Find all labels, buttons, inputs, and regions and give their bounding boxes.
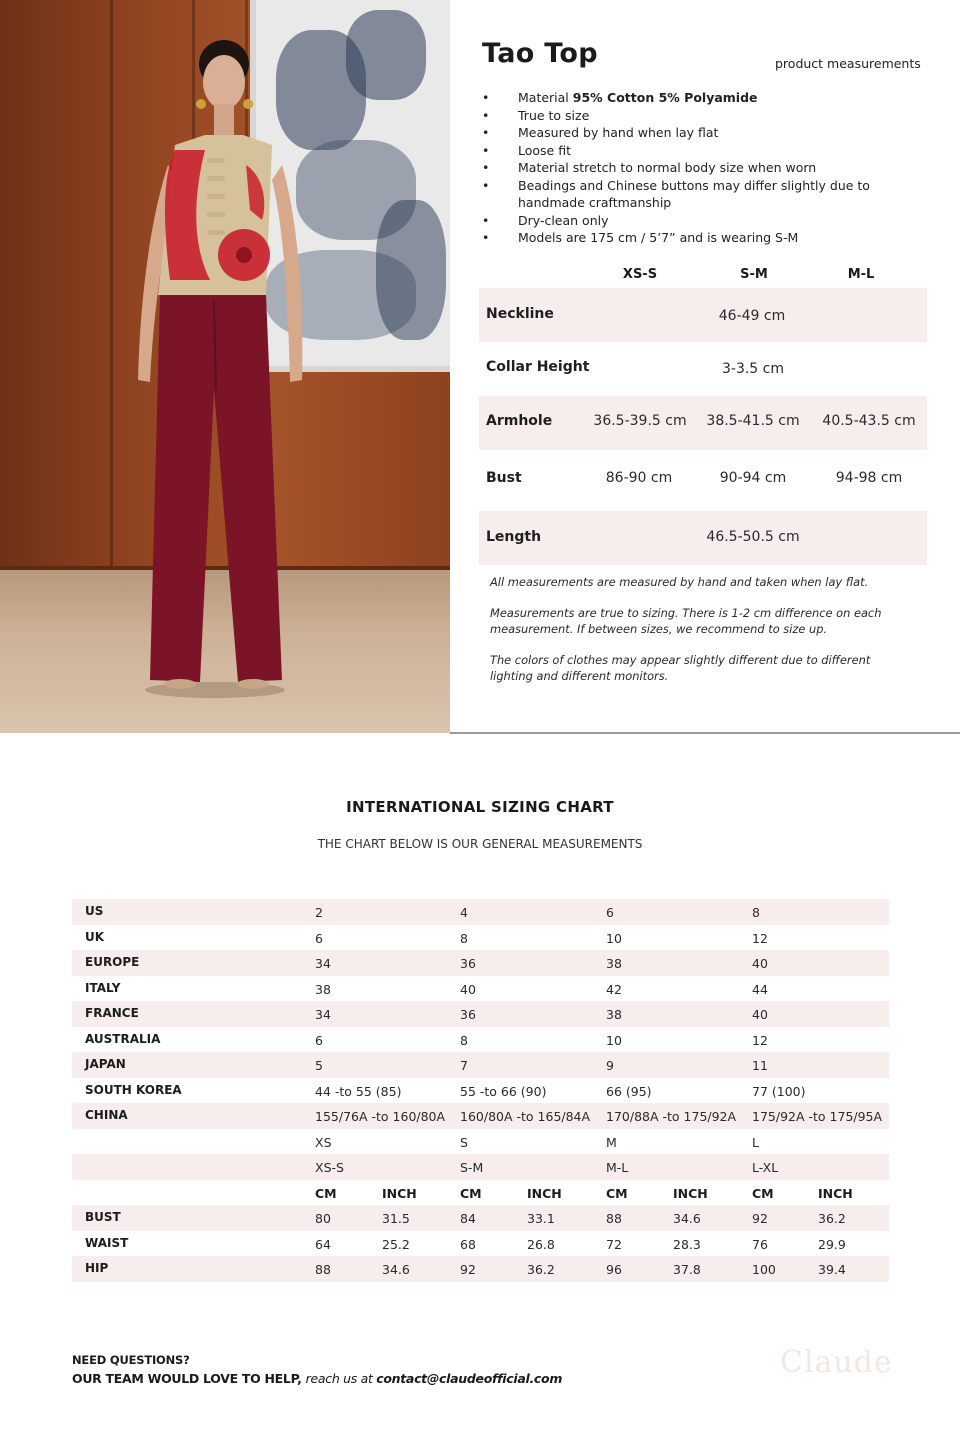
size-table-row bbox=[72, 1001, 889, 1027]
bullet-dot-icon: • bbox=[482, 177, 490, 193]
size-system-label: CHINA bbox=[85, 1108, 128, 1122]
size-cell: 77 (100) bbox=[752, 1083, 806, 1099]
detail-bullet bbox=[482, 142, 922, 160]
size-table-row bbox=[72, 925, 889, 951]
body-measure-cell: 37.8 bbox=[673, 1262, 701, 1277]
size-cell: XS bbox=[315, 1134, 332, 1150]
body-measure-cell: 92 bbox=[752, 1211, 768, 1226]
body-measure-cell: 92 bbox=[460, 1262, 476, 1277]
body-measure-cell: 33.1 bbox=[527, 1211, 555, 1226]
bullet-text: Beadings and Chinese buttons may differ slightly due to handmade craftmanship bbox=[518, 177, 870, 210]
body-measure-cell: 80 bbox=[315, 1211, 331, 1226]
detail-bullet bbox=[482, 107, 922, 125]
size-cell: 8 bbox=[460, 1032, 468, 1048]
note-text: Measurements are true to sizing. There is 1-2 cm difference on each measurement. If between sizes, we recommend to size up. bbox=[490, 606, 882, 636]
size-cell: 36 bbox=[460, 1007, 476, 1022]
measurement-label: Collar Height bbox=[486, 359, 590, 375]
size-cell: XS-S bbox=[315, 1160, 344, 1175]
unit-header: CM bbox=[460, 1185, 482, 1201]
bullet-text: True to size bbox=[518, 107, 590, 123]
size-cell: S-M bbox=[460, 1160, 484, 1175]
size-cell: M bbox=[606, 1134, 617, 1150]
size-system-label: FRANCE bbox=[85, 1006, 139, 1020]
bullet-text: Material bbox=[518, 90, 573, 105]
detail-bullet bbox=[482, 212, 922, 230]
unit-header: CM bbox=[315, 1185, 337, 1201]
size-cell: 160/80A -to 165/84A bbox=[460, 1109, 591, 1124]
intl-chart-subtitle: THE CHART BELOW IS OUR GENERAL MEASUREMENTS bbox=[317, 837, 643, 851]
size-cell: 40 bbox=[752, 1007, 768, 1022]
size-system-label: US bbox=[85, 904, 104, 918]
note-text: All measurements are measured by hand and taken when lay flat. bbox=[490, 575, 869, 589]
unit-header: CM bbox=[606, 1185, 628, 1201]
body-measure-label: HIP bbox=[85, 1261, 109, 1275]
size-cell: 40 bbox=[752, 956, 768, 971]
measurement-notes bbox=[490, 574, 910, 699]
bullet-text: Loose fit bbox=[518, 142, 571, 158]
measurement-row bbox=[479, 342, 927, 396]
bullet-dot-icon: • bbox=[482, 125, 490, 140]
size-cell: 6 bbox=[315, 1032, 323, 1048]
detail-bullet bbox=[482, 177, 922, 212]
body-measure-cell: 96 bbox=[606, 1262, 622, 1277]
size-cell: 38 bbox=[606, 1007, 622, 1022]
measurement-header-row bbox=[479, 262, 927, 288]
bullet-text: Material stretch to normal body size when worn bbox=[518, 160, 817, 175]
note-text: The colors of clothes may appear slightly different due to different lighting and different monitors. bbox=[490, 653, 871, 683]
size-system-label: ITALY bbox=[85, 980, 121, 995]
size-table-row bbox=[72, 976, 889, 1002]
body-measure-cell: 31.5 bbox=[382, 1211, 410, 1226]
size-cell: L-XL bbox=[752, 1160, 779, 1175]
body-measure-cell: 36.2 bbox=[527, 1262, 555, 1277]
size-system-label: AUSTRALIA bbox=[85, 1031, 161, 1046]
size-cell: 38 bbox=[606, 956, 622, 971]
size-cell: 12 bbox=[752, 1032, 768, 1048]
body-measure-cell: 34.6 bbox=[382, 1262, 410, 1277]
size-cell: 4 bbox=[460, 905, 468, 920]
size-table-row bbox=[72, 1129, 889, 1155]
measurement-value: 3-3.5 cm bbox=[721, 361, 785, 377]
size-cell: 170/88A -to 175/92A bbox=[606, 1109, 737, 1124]
size-cell: M-L bbox=[606, 1160, 629, 1175]
detail-bullet bbox=[482, 124, 922, 142]
size-table-row bbox=[72, 1027, 889, 1053]
unit-header: INCH bbox=[527, 1185, 562, 1201]
bullet-dot-icon: • bbox=[482, 142, 490, 158]
footer-help-text: OUR TEAM WOULD LOVE TO HELP, bbox=[72, 1371, 306, 1386]
measurement-value: 94-98 cm bbox=[835, 470, 903, 486]
measurement-label: Bust bbox=[486, 470, 522, 486]
body-measure-cell: 100 bbox=[752, 1262, 776, 1277]
detail-bullet bbox=[482, 89, 922, 107]
contact-email-link[interactable]: contact@claudeofficial.com bbox=[376, 1371, 563, 1386]
measurement-value: 36.5-39.5 cm bbox=[593, 413, 687, 429]
size-system-label: UK bbox=[85, 929, 105, 944]
bullet-dot-icon: • bbox=[482, 212, 490, 228]
footer-contact-line bbox=[72, 1371, 562, 1386]
bullet-text: Measured by hand when lay flat bbox=[518, 125, 719, 140]
body-measure-cell: 64 bbox=[315, 1236, 331, 1252]
size-cell: 155/76A -to 160/80A bbox=[315, 1109, 446, 1124]
measurement-value: 40.5-43.5 cm bbox=[822, 413, 916, 429]
size-cell: 2 bbox=[315, 905, 323, 920]
size-cell: 6 bbox=[315, 930, 323, 946]
intl-chart-title: INTERNATIONAL SIZING CHART bbox=[346, 798, 614, 816]
size-cell: 44 -to 55 (85) bbox=[315, 1083, 402, 1099]
detail-bullet bbox=[482, 229, 922, 247]
measurement-label: Armhole bbox=[486, 413, 553, 429]
size-cell: 12 bbox=[752, 930, 768, 946]
model-photo bbox=[0, 0, 450, 733]
measurement-row bbox=[479, 288, 927, 342]
body-measure-cell: 29.9 bbox=[818, 1236, 846, 1252]
unit-header: CM bbox=[752, 1185, 774, 1201]
measurement-row bbox=[479, 396, 927, 450]
section-divider bbox=[450, 732, 960, 734]
bullet-dot-icon: • bbox=[482, 160, 490, 175]
size-cell: 8 bbox=[752, 905, 760, 920]
measurement-row bbox=[479, 450, 927, 511]
size-system-label: EUROPE bbox=[85, 955, 140, 969]
size-cell: 55 -to 66 (90) bbox=[460, 1083, 547, 1099]
bullet-text: Dry-clean only bbox=[518, 212, 609, 228]
size-cell: 5 bbox=[315, 1058, 323, 1073]
measurement-value: 46-49 cm bbox=[718, 308, 786, 324]
size-system-label: JAPAN bbox=[85, 1057, 126, 1071]
body-measure-cell: 39.4 bbox=[818, 1262, 846, 1277]
size-cell: 42 bbox=[606, 981, 622, 997]
size-table-row bbox=[72, 1103, 889, 1129]
size-table-row bbox=[72, 1078, 889, 1104]
size-cell: 10 bbox=[606, 1032, 622, 1048]
measurement-label: Neckline bbox=[486, 306, 554, 322]
size-cell: 40 bbox=[460, 981, 476, 997]
size-table-row bbox=[72, 1052, 889, 1078]
size-table-row bbox=[72, 1154, 889, 1180]
measurement-table bbox=[479, 262, 927, 565]
measurement-value: 38.5-41.5 cm bbox=[706, 413, 800, 429]
brand-logo: Claude bbox=[780, 1345, 893, 1380]
size-cell: L bbox=[752, 1134, 759, 1150]
size-cell: 6 bbox=[606, 905, 614, 920]
measurement-value: 86-90 cm bbox=[605, 470, 673, 486]
size-table-row bbox=[72, 899, 889, 925]
bullet-dot-icon: • bbox=[482, 107, 490, 123]
size-cell: S bbox=[460, 1134, 468, 1150]
size-cell: 66 (95) bbox=[606, 1083, 652, 1099]
body-measure-cell: 28.3 bbox=[673, 1236, 701, 1252]
size-cell: 175/92A -to 175/95A bbox=[752, 1109, 883, 1124]
size-cell: 9 bbox=[606, 1058, 614, 1073]
size-table-row bbox=[72, 1256, 889, 1282]
size-cell: 8 bbox=[460, 930, 468, 946]
measurement-row bbox=[479, 511, 927, 565]
body-measure-cell: 88 bbox=[606, 1211, 622, 1226]
body-measure-cell: 68 bbox=[460, 1236, 476, 1252]
size-cell: 10 bbox=[606, 930, 622, 946]
product-title: Tao Top bbox=[482, 38, 598, 69]
size-table-row bbox=[72, 1205, 889, 1231]
body-measure-cell: 72 bbox=[606, 1236, 622, 1252]
size-cell: 36 bbox=[460, 956, 476, 971]
size-cell: 44 bbox=[752, 981, 768, 997]
size-header: S-M bbox=[740, 267, 768, 282]
unit-header: INCH bbox=[382, 1185, 417, 1201]
body-measure-cell: 36.2 bbox=[818, 1211, 846, 1226]
body-measure-cell: 26.8 bbox=[527, 1236, 555, 1252]
size-cell: 7 bbox=[460, 1058, 468, 1073]
body-measure-cell: 84 bbox=[460, 1211, 476, 1226]
body-measure-label: WAIST bbox=[85, 1235, 129, 1250]
product-subtitle: product measurements bbox=[775, 56, 921, 71]
body-measure-cell: 34.6 bbox=[673, 1211, 701, 1226]
model-figure bbox=[0, 0, 450, 733]
bullet-strong-text: 95% Cotton 5% Polyamide bbox=[572, 90, 758, 105]
size-system-label: SOUTH KOREA bbox=[85, 1082, 182, 1097]
size-cell: 34 bbox=[315, 956, 331, 971]
product-details-list bbox=[482, 89, 922, 247]
body-measure-cell: 25.2 bbox=[382, 1236, 410, 1252]
measurement-label: Length bbox=[486, 529, 542, 545]
international-size-table bbox=[72, 899, 889, 1282]
unit-header: INCH bbox=[673, 1185, 708, 1201]
bullet-text: Models are 175 cm / 5’7” and is wearing S-M bbox=[518, 230, 799, 245]
size-table-row bbox=[72, 950, 889, 976]
size-cell: 34 bbox=[315, 1007, 331, 1022]
bullet-dot-icon: • bbox=[482, 230, 490, 245]
size-cell: 11 bbox=[752, 1058, 768, 1073]
footer-question: NEED QUESTIONS? bbox=[72, 1353, 190, 1367]
footer-reach-text: reach us at bbox=[305, 1371, 377, 1386]
size-table-row bbox=[72, 1180, 889, 1206]
body-measure-cell: 76 bbox=[752, 1236, 768, 1252]
measurement-value: 90-94 cm bbox=[719, 470, 787, 486]
detail-bullet bbox=[482, 159, 922, 177]
bullet-dot-icon: • bbox=[482, 90, 490, 105]
body-measure-label: BUST bbox=[85, 1210, 121, 1224]
body-measure-cell: 88 bbox=[315, 1262, 331, 1277]
measurement-value: 46.5-50.5 cm bbox=[706, 529, 800, 545]
unit-header: INCH bbox=[818, 1185, 853, 1201]
size-cell: 38 bbox=[315, 981, 331, 997]
size-table-row bbox=[72, 1231, 889, 1257]
size-header: XS-S bbox=[622, 267, 658, 282]
size-header: M-L bbox=[847, 267, 875, 282]
